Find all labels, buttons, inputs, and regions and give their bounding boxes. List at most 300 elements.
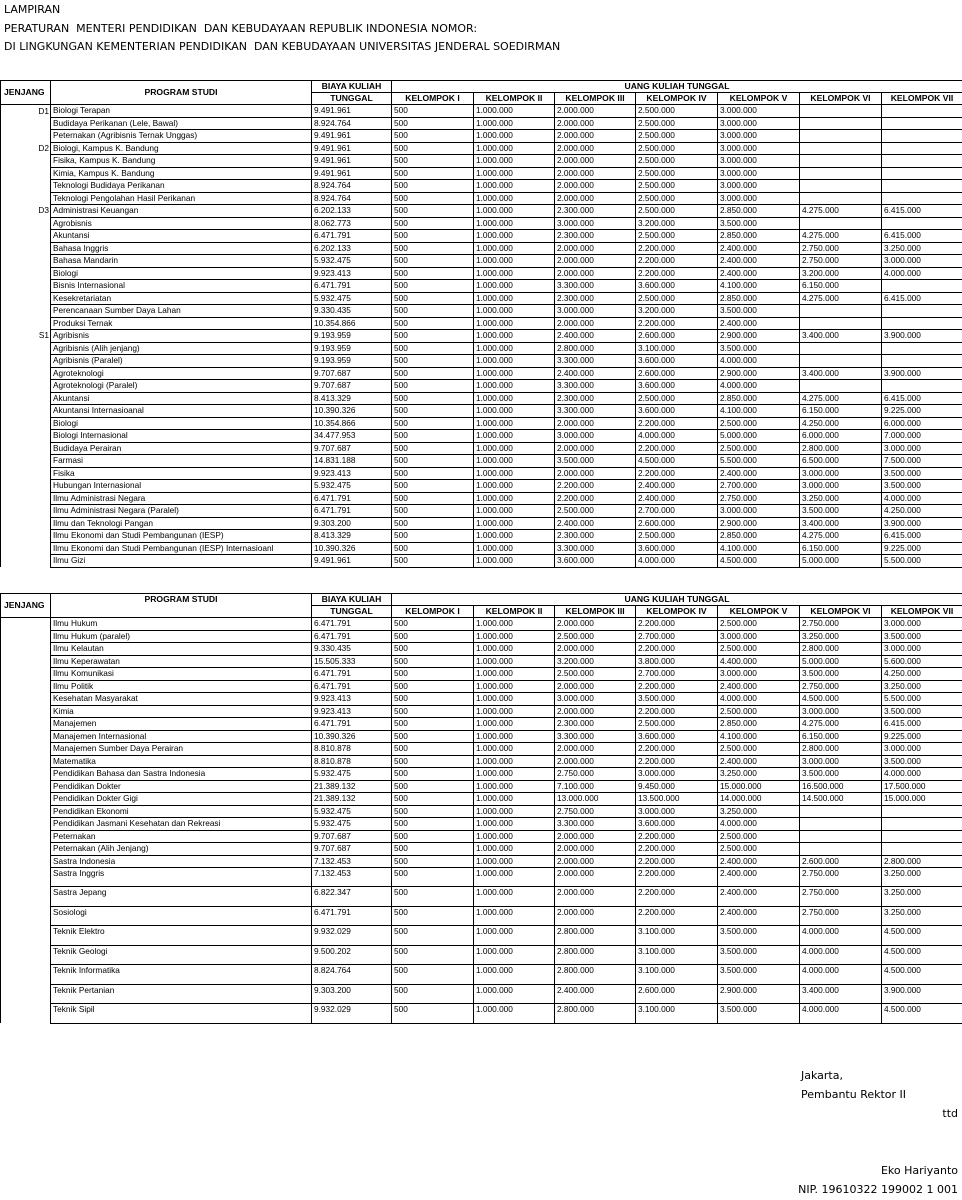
cell-kelompok-3: 3.000.000 bbox=[555, 305, 636, 318]
cell-kelompok-7: 6.415.000 bbox=[882, 392, 962, 405]
cell-jenjang bbox=[1, 743, 51, 756]
cell-kelompok-3: 3.300.000 bbox=[555, 730, 636, 743]
cell-kelompok-5: 4.100.000 bbox=[718, 542, 800, 555]
cell-kelompok-5: 3.000.000 bbox=[718, 192, 800, 205]
cell-program-studi: Peternakan (Agribisnis Ternak Unggas) bbox=[51, 130, 312, 143]
cell-kelompok-7: 9.225.000 bbox=[882, 405, 962, 418]
cell-biaya-kuliah: 5.932.475 bbox=[312, 255, 392, 268]
cell-biaya-kuliah: 9.707.687 bbox=[312, 367, 392, 380]
cell-kelompok-6: 3.400.000 bbox=[800, 367, 882, 380]
cell-jenjang bbox=[1, 868, 51, 887]
cell-kelompok-6 bbox=[800, 805, 882, 818]
cell-biaya-kuliah: 9.193.959 bbox=[312, 355, 392, 368]
cell-kelompok-1: 500 bbox=[392, 380, 474, 393]
table-row bbox=[1, 655, 962, 668]
col-header-kelompok-2: KELOMPOK II bbox=[474, 93, 555, 105]
cell-kelompok-7: 5.600.000 bbox=[882, 655, 962, 668]
cell-kelompok-2: 1.000.000 bbox=[474, 392, 555, 405]
cell-program-studi: Biologi Internasional bbox=[51, 430, 312, 443]
cell-kelompok-4: 3.800.000 bbox=[636, 655, 718, 668]
cell-jenjang bbox=[1, 280, 51, 293]
cell-kelompok-6: 6.150.000 bbox=[800, 280, 882, 293]
cell-kelompok-1: 500 bbox=[392, 192, 474, 205]
cell-kelompok-4: 13.500.000 bbox=[636, 793, 718, 806]
cell-kelompok-5: 2.850.000 bbox=[718, 718, 800, 731]
cell-kelompok-1: 500 bbox=[392, 330, 474, 343]
cell-biaya-kuliah: 6.471.791 bbox=[312, 668, 392, 681]
cell-kelompok-4: 3.100.000 bbox=[636, 945, 718, 965]
col-header-kelompok-6: KELOMPOK VI bbox=[800, 606, 882, 618]
cell-jenjang bbox=[1, 442, 51, 455]
cell-kelompok-7: 2.800.000 bbox=[882, 855, 962, 868]
cell-program-studi: Fisika bbox=[51, 467, 312, 480]
cell-biaya-kuliah: 8.824.764 bbox=[312, 965, 392, 985]
cell-program-studi: Farmasi bbox=[51, 455, 312, 468]
cell-kelompok-7: 6.415.000 bbox=[882, 230, 962, 243]
cell-kelompok-2: 1.000.000 bbox=[474, 805, 555, 818]
cell-kelompok-1: 500 bbox=[392, 442, 474, 455]
cell-kelompok-3: 2.000.000 bbox=[555, 267, 636, 280]
cell-biaya-kuliah: 9.707.687 bbox=[312, 442, 392, 455]
cell-kelompok-7 bbox=[882, 142, 962, 155]
cell-jenjang bbox=[1, 668, 51, 681]
table-row bbox=[1, 618, 962, 631]
cell-kelompok-2: 1.000.000 bbox=[474, 367, 555, 380]
cell-kelompok-2: 1.000.000 bbox=[474, 205, 555, 218]
cell-kelompok-2: 1.000.000 bbox=[474, 455, 555, 468]
cell-jenjang bbox=[1, 630, 51, 643]
cell-kelompok-2: 1.000.000 bbox=[474, 442, 555, 455]
cell-kelompok-3: 2.500.000 bbox=[555, 668, 636, 681]
cell-kelompok-5: 2.400.000 bbox=[718, 317, 800, 330]
cell-kelompok-5: 5.500.000 bbox=[718, 455, 800, 468]
cell-kelompok-4: 2.200.000 bbox=[636, 743, 718, 756]
cell-kelompok-1: 500 bbox=[392, 730, 474, 743]
cell-kelompok-4: 2.500.000 bbox=[636, 205, 718, 218]
cell-jenjang bbox=[1, 926, 51, 946]
cell-kelompok-7: 3.000.000 bbox=[882, 618, 962, 631]
cell-kelompok-2: 1.000.000 bbox=[474, 743, 555, 756]
cell-kelompok-7: 3.500.000 bbox=[882, 755, 962, 768]
cell-program-studi: Matematika bbox=[51, 755, 312, 768]
cell-kelompok-2: 1.000.000 bbox=[474, 906, 555, 926]
signature-name: Eko Hariyanto bbox=[880, 1164, 958, 1177]
cell-kelompok-2: 1.000.000 bbox=[474, 255, 555, 268]
cell-kelompok-4: 2.200.000 bbox=[636, 887, 718, 907]
cell-kelompok-6: 3.000.000 bbox=[800, 705, 882, 718]
cell-kelompok-5: 2.850.000 bbox=[718, 292, 800, 305]
cell-kelompok-4: 2.200.000 bbox=[636, 242, 718, 255]
cell-kelompok-1: 500 bbox=[392, 167, 474, 180]
cell-kelompok-7 bbox=[882, 317, 962, 330]
cell-kelompok-2: 1.000.000 bbox=[474, 718, 555, 731]
cell-kelompok-1: 500 bbox=[392, 342, 474, 355]
cell-program-studi: Ilmu Administrasi Negara bbox=[51, 492, 312, 505]
cell-kelompok-3: 2.300.000 bbox=[555, 392, 636, 405]
cell-jenjang bbox=[1, 505, 51, 518]
cell-biaya-kuliah: 9.330.435 bbox=[312, 305, 392, 318]
cell-kelompok-2: 1.000.000 bbox=[474, 492, 555, 505]
cell-kelompok-1: 500 bbox=[392, 317, 474, 330]
cell-jenjang bbox=[1, 255, 51, 268]
cell-kelompok-3: 3.300.000 bbox=[555, 818, 636, 831]
cell-program-studi: Perencanaan Sumber Daya Lahan bbox=[51, 305, 312, 318]
cell-biaya-kuliah: 9.491.961 bbox=[312, 155, 392, 168]
table-row bbox=[1, 330, 962, 343]
cell-kelompok-7: 4.000.000 bbox=[882, 768, 962, 781]
cell-kelompok-2: 1.000.000 bbox=[474, 730, 555, 743]
table-row bbox=[1, 117, 962, 130]
cell-kelompok-6: 3.500.000 bbox=[800, 505, 882, 518]
cell-biaya-kuliah: 34.477.953 bbox=[312, 430, 392, 443]
cell-kelompok-5: 3.000.000 bbox=[718, 668, 800, 681]
cell-kelompok-1: 500 bbox=[392, 830, 474, 843]
cell-jenjang bbox=[1, 305, 51, 318]
cell-kelompok-2: 1.000.000 bbox=[474, 530, 555, 543]
cell-kelompok-1: 500 bbox=[392, 467, 474, 480]
cell-jenjang bbox=[1, 843, 51, 856]
cell-kelompok-6 bbox=[800, 105, 882, 118]
table-row bbox=[1, 280, 962, 293]
cell-kelompok-5: 4.000.000 bbox=[718, 380, 800, 393]
cell-jenjang bbox=[1, 887, 51, 907]
cell-kelompok-4: 2.400.000 bbox=[636, 480, 718, 493]
cell-biaya-kuliah: 6.471.791 bbox=[312, 680, 392, 693]
cell-jenjang bbox=[1, 392, 51, 405]
cell-kelompok-3: 2.800.000 bbox=[555, 926, 636, 946]
cell-jenjang bbox=[1, 155, 51, 168]
cell-kelompok-5: 2.850.000 bbox=[718, 205, 800, 218]
cell-kelompok-3: 2.000.000 bbox=[555, 830, 636, 843]
cell-kelompok-6: 4.000.000 bbox=[800, 926, 882, 946]
cell-kelompok-4: 3.100.000 bbox=[636, 1004, 718, 1024]
cell-kelompok-1: 500 bbox=[392, 818, 474, 831]
cell-kelompok-6: 3.000.000 bbox=[800, 755, 882, 768]
cell-kelompok-6: 4.275.000 bbox=[800, 292, 882, 305]
cell-kelompok-4: 9.450.000 bbox=[636, 780, 718, 793]
cell-kelompok-1: 500 bbox=[392, 217, 474, 230]
cell-kelompok-1: 500 bbox=[392, 155, 474, 168]
col-header-biaya-kuliah: BIAYA KULIAH bbox=[312, 594, 392, 606]
table-row bbox=[1, 130, 962, 143]
cell-kelompok-6 bbox=[800, 155, 882, 168]
cell-kelompok-3: 2.800.000 bbox=[555, 965, 636, 985]
cell-program-studi: Teknik Sipil bbox=[51, 1004, 312, 1024]
table-row bbox=[1, 205, 962, 218]
cell-biaya-kuliah: 14.831.188 bbox=[312, 455, 392, 468]
cell-kelompok-6: 3.500.000 bbox=[800, 768, 882, 781]
cell-biaya-kuliah: 21.389.132 bbox=[312, 793, 392, 806]
cell-kelompok-5: 2.500.000 bbox=[718, 743, 800, 756]
cell-jenjang bbox=[1, 530, 51, 543]
cell-kelompok-1: 500 bbox=[392, 480, 474, 493]
cell-biaya-kuliah: 9.932.029 bbox=[312, 1004, 392, 1024]
cell-kelompok-5: 2.400.000 bbox=[718, 855, 800, 868]
cell-kelompok-6: 2.750.000 bbox=[800, 618, 882, 631]
cell-kelompok-3: 2.400.000 bbox=[555, 984, 636, 1004]
table-row bbox=[1, 855, 962, 868]
col-header-kelompok-1: KELOMPOK I bbox=[392, 93, 474, 105]
cell-program-studi: Sastra Indonesia bbox=[51, 855, 312, 868]
cell-program-studi: Pendidikan Jasmani Kesehatan dan Rekreasi bbox=[51, 818, 312, 831]
cell-biaya-kuliah: 6.471.791 bbox=[312, 280, 392, 293]
cell-kelompok-2: 1.000.000 bbox=[474, 467, 555, 480]
cell-kelompok-3: 2.000.000 bbox=[555, 155, 636, 168]
cell-kelompok-3: 2.750.000 bbox=[555, 768, 636, 781]
cell-kelompok-6: 2.750.000 bbox=[800, 680, 882, 693]
cell-kelompok-6: 6.150.000 bbox=[800, 542, 882, 555]
col-header-kelompok-2: KELOMPOK II bbox=[474, 606, 555, 618]
table-row bbox=[1, 517, 962, 530]
cell-kelompok-1: 500 bbox=[392, 117, 474, 130]
cell-biaya-kuliah: 5.932.475 bbox=[312, 818, 392, 831]
table-row bbox=[1, 693, 962, 706]
cell-kelompok-2: 1.000.000 bbox=[474, 984, 555, 1004]
cell-program-studi: Kimia, Kampus K. Bandung bbox=[51, 167, 312, 180]
cell-jenjang bbox=[1, 192, 51, 205]
table-row bbox=[1, 887, 962, 907]
cell-biaya-kuliah: 8.924.764 bbox=[312, 117, 392, 130]
cell-kelompok-4: 2.600.000 bbox=[636, 984, 718, 1004]
cell-program-studi: Manajemen bbox=[51, 718, 312, 731]
cell-kelompok-3: 2.000.000 bbox=[555, 680, 636, 693]
cell-biaya-kuliah: 9.193.959 bbox=[312, 342, 392, 355]
table-row bbox=[1, 192, 962, 205]
cell-kelompok-4: 2.600.000 bbox=[636, 517, 718, 530]
cell-kelompok-7 bbox=[882, 830, 962, 843]
cell-kelompok-5: 3.000.000 bbox=[718, 630, 800, 643]
doc-heading-university: DI LINGKUNGAN KEMENTERIAN PENDIDIKAN DAN KEBUDAYAAN UNIVERSITAS JENDERAL SOEDIRMAN bbox=[4, 40, 561, 53]
cell-biaya-kuliah: 9.932.029 bbox=[312, 926, 392, 946]
cell-jenjang bbox=[1, 730, 51, 743]
cell-kelompok-2: 1.000.000 bbox=[474, 292, 555, 305]
cell-kelompok-6: 3.000.000 bbox=[800, 480, 882, 493]
cell-kelompok-5: 3.500.000 bbox=[718, 945, 800, 965]
cell-kelompok-7: 6.415.000 bbox=[882, 530, 962, 543]
cell-jenjang bbox=[1, 217, 51, 230]
cell-biaya-kuliah: 10.354.866 bbox=[312, 317, 392, 330]
cell-kelompok-4: 2.600.000 bbox=[636, 330, 718, 343]
cell-kelompok-3: 2.000.000 bbox=[555, 887, 636, 907]
cell-kelompok-6: 4.000.000 bbox=[800, 1004, 882, 1024]
cell-kelompok-3: 2.300.000 bbox=[555, 718, 636, 731]
cell-program-studi: Teknik Elektro bbox=[51, 926, 312, 946]
cell-kelompok-4: 2.200.000 bbox=[636, 643, 718, 656]
fee-table-1 bbox=[0, 80, 962, 568]
cell-kelompok-5: 3.000.000 bbox=[718, 505, 800, 518]
cell-kelompok-7 bbox=[882, 155, 962, 168]
cell-kelompok-2: 1.000.000 bbox=[474, 965, 555, 985]
cell-jenjang bbox=[1, 805, 51, 818]
cell-kelompok-2: 1.000.000 bbox=[474, 868, 555, 887]
cell-kelompok-2: 1.000.000 bbox=[474, 945, 555, 965]
cell-kelompok-7 bbox=[882, 818, 962, 831]
cell-kelompok-1: 500 bbox=[392, 793, 474, 806]
cell-program-studi: Ilmu Hukum bbox=[51, 618, 312, 631]
cell-biaya-kuliah: 5.932.475 bbox=[312, 805, 392, 818]
cell-jenjang bbox=[1, 818, 51, 831]
cell-kelompok-4: 2.500.000 bbox=[636, 142, 718, 155]
cell-kelompok-2: 1.000.000 bbox=[474, 405, 555, 418]
cell-kelompok-3: 2.000.000 bbox=[555, 705, 636, 718]
cell-jenjang bbox=[1, 793, 51, 806]
cell-kelompok-6: 2.750.000 bbox=[800, 242, 882, 255]
cell-kelompok-4: 3.100.000 bbox=[636, 342, 718, 355]
cell-kelompok-3: 2.000.000 bbox=[555, 417, 636, 430]
cell-program-studi: Produksi Ternak bbox=[51, 317, 312, 330]
cell-biaya-kuliah: 9.923.413 bbox=[312, 267, 392, 280]
cell-kelompok-5: 4.000.000 bbox=[718, 818, 800, 831]
cell-kelompok-6 bbox=[800, 167, 882, 180]
cell-jenjang bbox=[1, 755, 51, 768]
cell-biaya-kuliah: 10.390.326 bbox=[312, 405, 392, 418]
table-row bbox=[1, 267, 962, 280]
cell-kelompok-2: 1.000.000 bbox=[474, 130, 555, 143]
cell-program-studi: Peternakan bbox=[51, 830, 312, 843]
cell-kelompok-5: 2.850.000 bbox=[718, 230, 800, 243]
cell-kelompok-7: 7.000.000 bbox=[882, 430, 962, 443]
cell-jenjang bbox=[1, 492, 51, 505]
cell-biaya-kuliah: 9.330.435 bbox=[312, 643, 392, 656]
cell-kelompok-4: 4.000.000 bbox=[636, 555, 718, 568]
cell-program-studi: Agroteknologi (Paralel) bbox=[51, 380, 312, 393]
cell-kelompok-5: 2.500.000 bbox=[718, 618, 800, 631]
cell-kelompok-7 bbox=[882, 167, 962, 180]
table-row bbox=[1, 843, 962, 856]
cell-kelompok-4: 3.100.000 bbox=[636, 965, 718, 985]
table-row bbox=[1, 1004, 962, 1024]
cell-kelompok-7: 6.000.000 bbox=[882, 417, 962, 430]
cell-program-studi: Sosiologi bbox=[51, 906, 312, 926]
cell-program-studi: Sastra Inggris bbox=[51, 868, 312, 887]
cell-kelompok-5: 2.400.000 bbox=[718, 467, 800, 480]
cell-program-studi: Kimia bbox=[51, 705, 312, 718]
table-row bbox=[1, 317, 962, 330]
cell-kelompok-5: 3.000.000 bbox=[718, 130, 800, 143]
cell-biaya-kuliah: 6.471.791 bbox=[312, 505, 392, 518]
cell-kelompok-3: 2.200.000 bbox=[555, 492, 636, 505]
cell-kelompok-1: 500 bbox=[392, 355, 474, 368]
cell-biaya-kuliah: 9.707.687 bbox=[312, 843, 392, 856]
table-row bbox=[1, 780, 962, 793]
cell-kelompok-3: 2.750.000 bbox=[555, 805, 636, 818]
cell-kelompok-3: 3.600.000 bbox=[555, 555, 636, 568]
table-row bbox=[1, 530, 962, 543]
cell-kelompok-5: 2.400.000 bbox=[718, 755, 800, 768]
cell-biaya-kuliah: 6.471.791 bbox=[312, 718, 392, 731]
cell-kelompok-2: 1.000.000 bbox=[474, 330, 555, 343]
cell-kelompok-1: 500 bbox=[392, 455, 474, 468]
cell-kelompok-2: 1.000.000 bbox=[474, 705, 555, 718]
cell-kelompok-1: 500 bbox=[392, 305, 474, 318]
cell-jenjang bbox=[1, 965, 51, 985]
cell-kelompok-4: 2.200.000 bbox=[636, 317, 718, 330]
cell-program-studi: Akuntansi Internasioanal bbox=[51, 405, 312, 418]
cell-kelompok-2: 1.000.000 bbox=[474, 105, 555, 118]
cell-kelompok-2: 1.000.000 bbox=[474, 655, 555, 668]
cell-jenjang bbox=[1, 467, 51, 480]
cell-kelompok-4: 2.500.000 bbox=[636, 105, 718, 118]
table-row bbox=[1, 868, 962, 887]
cell-kelompok-2: 1.000.000 bbox=[474, 793, 555, 806]
cell-kelompok-2: 1.000.000 bbox=[474, 317, 555, 330]
cell-kelompok-7 bbox=[882, 130, 962, 143]
cell-kelompok-7: 3.250.000 bbox=[882, 887, 962, 907]
cell-kelompok-3: 2.200.000 bbox=[555, 480, 636, 493]
cell-kelompok-1: 500 bbox=[392, 267, 474, 280]
cell-kelompok-3: 2.000.000 bbox=[555, 192, 636, 205]
cell-kelompok-6: 2.800.000 bbox=[800, 643, 882, 656]
cell-kelompok-6 bbox=[800, 355, 882, 368]
cell-kelompok-2: 1.000.000 bbox=[474, 180, 555, 193]
cell-kelompok-6: 3.250.000 bbox=[800, 492, 882, 505]
cell-kelompok-2: 1.000.000 bbox=[474, 242, 555, 255]
cell-kelompok-4: 3.600.000 bbox=[636, 730, 718, 743]
cell-kelompok-4: 2.200.000 bbox=[636, 267, 718, 280]
table-row bbox=[1, 342, 962, 355]
cell-kelompok-4: 2.700.000 bbox=[636, 668, 718, 681]
cell-biaya-kuliah: 8.924.764 bbox=[312, 180, 392, 193]
cell-kelompok-3: 2.300.000 bbox=[555, 205, 636, 218]
cell-kelompok-7: 9.225.000 bbox=[882, 730, 962, 743]
cell-kelompok-3: 2.000.000 bbox=[555, 868, 636, 887]
cell-kelompok-5: 3.000.000 bbox=[718, 117, 800, 130]
cell-kelompok-4: 2.200.000 bbox=[636, 618, 718, 631]
table-row bbox=[1, 305, 962, 318]
cell-kelompok-6: 4.250.000 bbox=[800, 417, 882, 430]
cell-kelompok-2: 1.000.000 bbox=[474, 768, 555, 781]
cell-kelompok-4: 2.500.000 bbox=[636, 155, 718, 168]
cell-kelompok-1: 500 bbox=[392, 492, 474, 505]
cell-kelompok-2: 1.000.000 bbox=[474, 380, 555, 393]
cell-kelompok-4: 2.700.000 bbox=[636, 505, 718, 518]
cell-kelompok-5: 2.750.000 bbox=[718, 492, 800, 505]
table-row bbox=[1, 217, 962, 230]
cell-kelompok-7: 4.250.000 bbox=[882, 505, 962, 518]
signature-nip: NIP. 19610322 199002 1 001 bbox=[798, 1183, 958, 1196]
table-row bbox=[1, 743, 962, 756]
cell-kelompok-7: 4.000.000 bbox=[882, 267, 962, 280]
cell-kelompok-7: 3.000.000 bbox=[882, 743, 962, 756]
table-row bbox=[1, 830, 962, 843]
cell-kelompok-7: 3.250.000 bbox=[882, 868, 962, 887]
cell-jenjang bbox=[1, 380, 51, 393]
cell-program-studi: Teknik Informatika bbox=[51, 965, 312, 985]
cell-kelompok-2: 1.000.000 bbox=[474, 155, 555, 168]
cell-kelompok-3: 2.000.000 bbox=[555, 755, 636, 768]
cell-kelompok-7: 7.500.000 bbox=[882, 455, 962, 468]
cell-kelompok-5: 3.500.000 bbox=[718, 217, 800, 230]
cell-kelompok-7: 9.225.000 bbox=[882, 542, 962, 555]
cell-jenjang bbox=[1, 367, 51, 380]
cell-jenjang bbox=[1, 618, 51, 631]
signature-place: Jakarta, bbox=[801, 1069, 843, 1082]
fee-table-2 bbox=[0, 593, 962, 1024]
cell-kelompok-6: 4.275.000 bbox=[800, 718, 882, 731]
table-row bbox=[1, 965, 962, 985]
cell-kelompok-5: 3.000.000 bbox=[718, 155, 800, 168]
cell-kelompok-4: 2.700.000 bbox=[636, 630, 718, 643]
cell-biaya-kuliah: 6.471.791 bbox=[312, 630, 392, 643]
cell-kelompok-3: 3.000.000 bbox=[555, 217, 636, 230]
cell-program-studi: Agribisnis (Alih jenjang) bbox=[51, 342, 312, 355]
cell-kelompok-2: 1.000.000 bbox=[474, 755, 555, 768]
cell-kelompok-7 bbox=[882, 355, 962, 368]
table-row bbox=[1, 105, 962, 118]
cell-kelompok-7 bbox=[882, 380, 962, 393]
cell-kelompok-7: 3.500.000 bbox=[882, 480, 962, 493]
cell-kelompok-4: 2.200.000 bbox=[636, 255, 718, 268]
